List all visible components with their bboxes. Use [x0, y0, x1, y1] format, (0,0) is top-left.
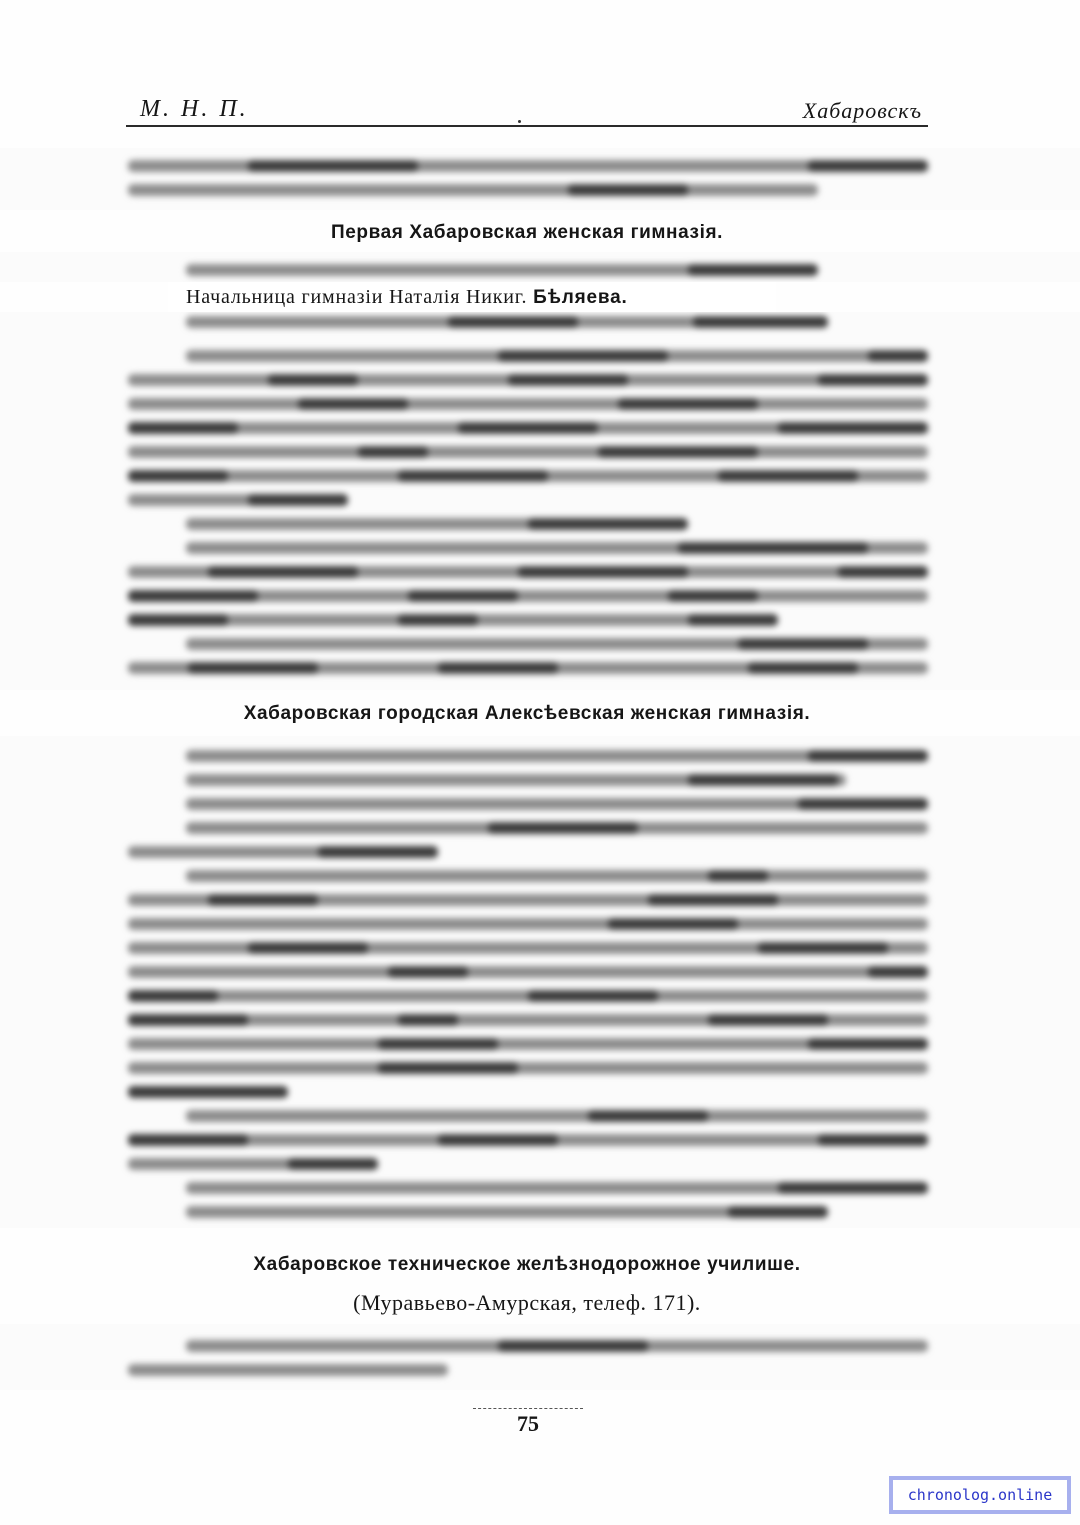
page-number: 75: [517, 1411, 539, 1436]
watermark-badge: [889, 1476, 1071, 1514]
section-heading: Хабаровское техническое желѣзнодорожное училише.: [253, 1254, 801, 1275]
header-rule: [126, 125, 928, 127]
blurred-text-block: [0, 252, 1080, 282]
running-header: [126, 92, 928, 128]
page-footer: [468, 1400, 588, 1437]
blurred-text-block: [0, 148, 1080, 210]
blurred-text-block: [0, 312, 1080, 690]
header-right: Хабаровскъ: [802, 98, 922, 123]
watermark-text: chronolog.online: [893, 1480, 1067, 1510]
headmistress-surname: Бѣляева.: [533, 287, 628, 308]
section-heading: Первая Хабаровская женская гимназія.: [330, 222, 724, 243]
section-subheading: (Муравьево-Амурская, телеф. 171).: [353, 1290, 701, 1315]
headmistress-text: Начальница гимназіи Наталія Никиг.: [186, 286, 528, 308]
blurred-text-block: [0, 1324, 1080, 1390]
header-left: М. Н. П.: [140, 96, 249, 122]
footer-rule: [473, 1408, 583, 1409]
section-heading: Хабаровская городская Алексѣевская женская гимназія.: [243, 703, 811, 724]
print-speck: [518, 120, 521, 123]
headmistress-line: [168, 282, 776, 312]
blurred-text-block: [0, 736, 1080, 1228]
